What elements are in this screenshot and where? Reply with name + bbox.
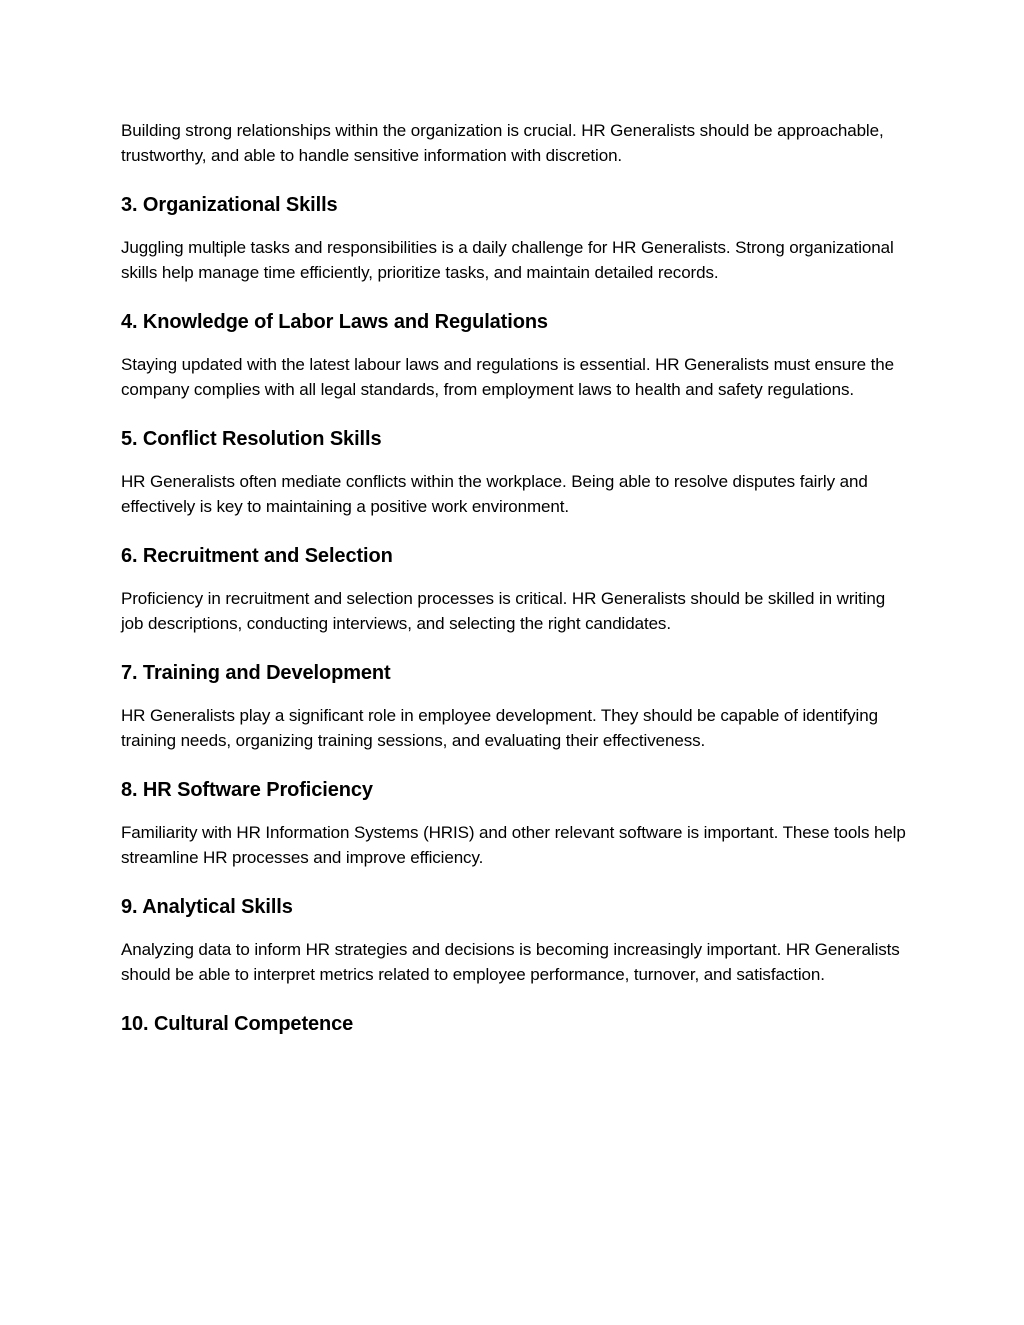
section-recruitment-selection [121, 543, 911, 636]
section-conflict-resolution [121, 426, 911, 519]
section-heading: 3. Organizational Skills [121, 194, 338, 216]
section-labor-laws [121, 309, 911, 402]
section-analytical-skills [121, 894, 911, 987]
section-hr-software [121, 777, 911, 870]
section-training-development [121, 660, 911, 753]
section-paragraph: Familiarity with HR Information Systems (HRIS) and other relevant software is important. These tools help streamline HR processes and improve efficiency. [121, 823, 906, 867]
section-paragraph: Analyzing data to inform HR strategies and decisions is becoming increasingly important. HR Generalists should be able to interpret metrics related to employee performance, turnover, and satisfaction. [121, 940, 900, 984]
section-paragraph: HR Generalists often mediate conflicts within the workplace. Being able to resolve disputes fairly and effectively is key to maintaining a positive work environment. [121, 472, 868, 516]
section-organizational-skills [121, 192, 911, 285]
section-paragraph: Staying updated with the latest labour laws and regulations is essential. HR Generalists must ensure the company complies with all legal standards, from employment laws to health and safety regulations. [121, 355, 894, 399]
section-heading: 9. Analytical Skills [121, 896, 293, 918]
section-cultural-competence [121, 1011, 911, 1037]
intro-paragraph: Building strong relationships within the organization is crucial. HR Generalists should be approachable, trustworthy, and able to handle sensitive information with discretion. [121, 121, 884, 165]
section-paragraph: Juggling multiple tasks and responsibilities is a daily challenge for HR Generalists. Strong organizational skills help manage time efficiently, prioritize tasks, and maintain detailed records. [121, 238, 894, 282]
section-paragraph: HR Generalists play a significant role in employee development. They should be capable of identifying training needs, organizing training sessions, and evaluating their effectiveness. [121, 706, 878, 750]
section-heading: 10. Cultural Competence [121, 1013, 354, 1035]
section-paragraph: Proficiency in recruitment and selection processes is critical. HR Generalists should be skilled in writing job descriptions, conducting interviews, and selecting the right candidates. [121, 589, 886, 633]
section-heading: 6. Recruitment and Selection [121, 545, 393, 567]
section-heading: 8. HR Software Proficiency [121, 779, 373, 801]
section-heading: 5. Conflict Resolution Skills [121, 428, 382, 450]
section-heading: 4. Knowledge of Labor Laws and Regulations [121, 311, 548, 333]
section-heading: 7. Training and Development [121, 662, 391, 684]
document-page [121, 119, 911, 1037]
